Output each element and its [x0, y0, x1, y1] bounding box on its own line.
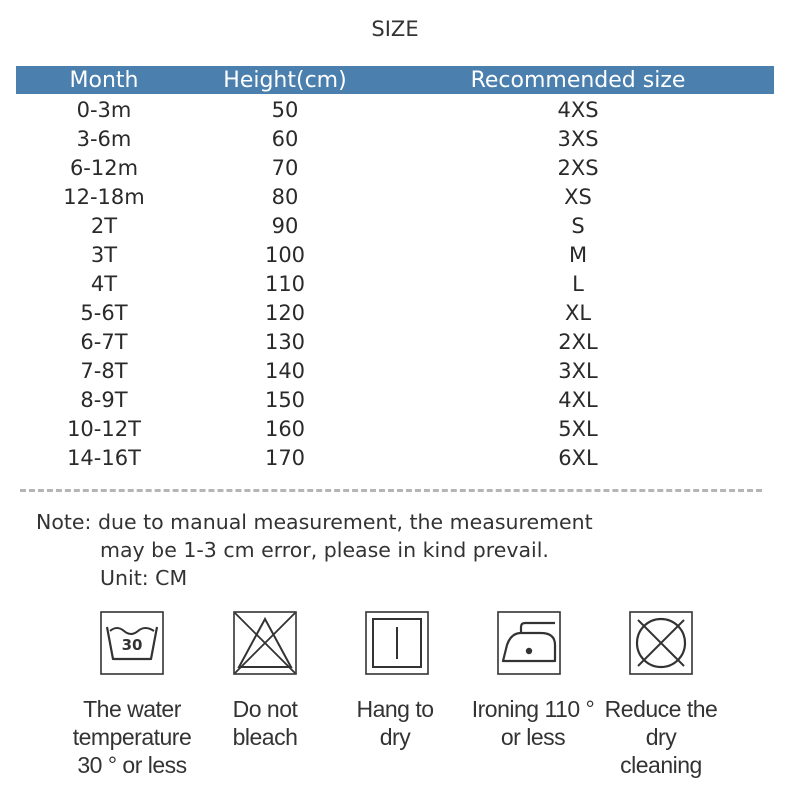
cell-size: 4XL: [558, 388, 598, 412]
cell-size: XS: [564, 185, 592, 209]
note-line-2: may be 1-3 cm error, please in kind prevail.: [100, 538, 549, 562]
care-label-hang-dry: Hang to dry: [356, 696, 434, 750]
table-header: [16, 66, 774, 94]
cell-month: 0-3m: [76, 98, 132, 122]
care-label-wash: The water temperature 30 ° or less: [72, 696, 192, 778]
cell-month: 3-6m: [76, 127, 132, 151]
table-row: [16, 212, 774, 241]
cell-height: 60: [271, 127, 299, 151]
care-label-bleach: Do not bleach: [232, 696, 298, 750]
cell-height: 50: [271, 98, 299, 122]
table-row: [16, 96, 774, 125]
table-row: [16, 270, 774, 299]
table-row: [16, 154, 774, 183]
header-month: Month: [69, 68, 139, 93]
cell-size: 3XL: [558, 359, 598, 383]
cell-month: 2T: [90, 214, 118, 238]
cell-height: 120: [264, 301, 306, 325]
cell-height: 90: [271, 214, 299, 238]
cell-height: 70: [271, 156, 299, 180]
table-row: [16, 241, 774, 270]
cell-size: 3XS: [557, 127, 599, 151]
cell-height: 80: [271, 185, 299, 209]
table-row: [16, 357, 774, 386]
cell-size: S: [571, 214, 585, 238]
care-label-dry-cleaning: Reduce the dry cleaning: [604, 696, 718, 778]
header-recommended-size: Recommended size: [470, 68, 686, 93]
table-row: [16, 183, 774, 212]
table-row: [16, 328, 774, 357]
no-dry-clean-icon: [629, 611, 693, 675]
cell-size: M: [568, 243, 588, 267]
cell-month: 10-12T: [67, 417, 141, 441]
cell-month: 8-9T: [80, 388, 128, 412]
table-row: [16, 125, 774, 154]
cell-month: 3T: [90, 243, 118, 267]
dashed-divider: [20, 489, 762, 492]
cell-height: 130: [264, 330, 306, 354]
cell-month: 6-12m: [69, 156, 139, 180]
cell-month: 5-6T: [80, 301, 128, 325]
cell-height: 160: [264, 417, 306, 441]
page-title: SIZE: [371, 17, 419, 41]
cell-size: 5XL: [558, 417, 598, 441]
wash-30-icon: [100, 611, 164, 675]
cell-size: XL: [564, 301, 592, 325]
cell-month: 7-8T: [80, 359, 128, 383]
care-label-ironing: Ironing 110 ° or less: [471, 696, 595, 750]
table-row: [16, 386, 774, 415]
cell-month: 12-18m: [63, 185, 145, 209]
cell-size: 2XL: [558, 330, 598, 354]
cell-size: 6XL: [558, 446, 598, 470]
no-bleach-icon: [233, 611, 297, 675]
cell-size: 2XS: [557, 156, 599, 180]
cell-size: L: [572, 272, 584, 296]
cell-month: 14-16T: [67, 446, 141, 470]
iron-110-icon: [497, 611, 561, 675]
cell-height: 110: [264, 272, 306, 296]
cell-height: 170: [264, 446, 306, 470]
wash-temp-label: 30: [121, 636, 143, 654]
header-height: Height(cm): [223, 68, 347, 93]
cell-height: 150: [264, 388, 306, 412]
cell-month: 6-7T: [80, 330, 128, 354]
cell-height: 100: [264, 243, 306, 267]
cell-size: 4XS: [557, 98, 599, 122]
cell-month: 4T: [90, 272, 118, 296]
table-row: [16, 299, 774, 328]
unit-label: Unit: CM: [100, 566, 188, 590]
note-line-1: Note: due to manual measurement, the measurement: [36, 510, 593, 534]
size-table-body: [16, 96, 774, 473]
cell-height: 140: [264, 359, 306, 383]
table-row: [16, 415, 774, 444]
hang-dry-icon: [365, 611, 429, 675]
table-row: [16, 444, 774, 473]
